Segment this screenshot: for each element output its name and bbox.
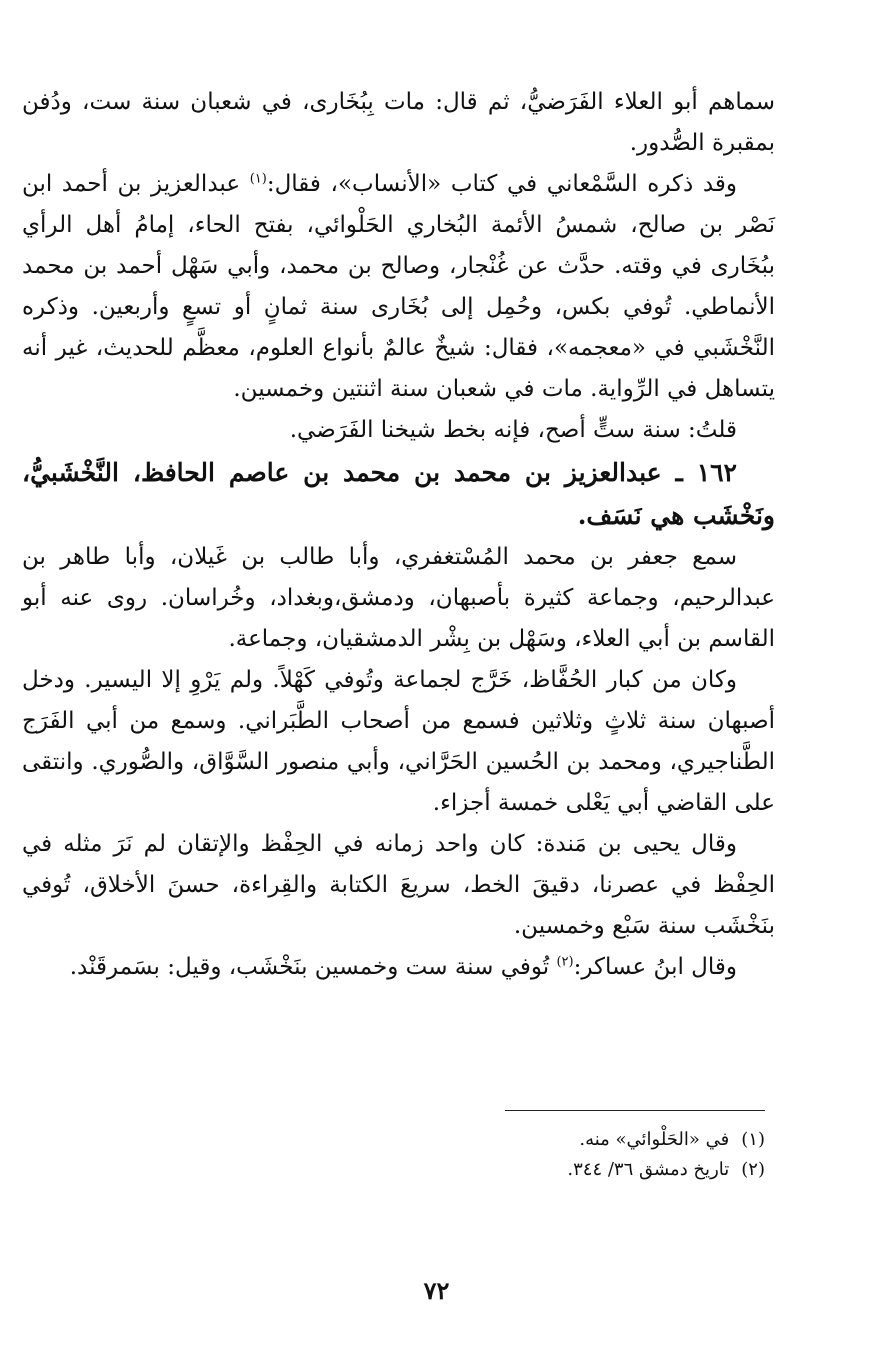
paragraph-note: قلتُ: سنة ستٍّ أصح، فإنه بخط شيخنا الفَرَضي. xyxy=(289,417,737,443)
paragraph-1: سماهم أبو العلاء الفَرَضيُّ، ثم قال: مات بِبُخَارى، في شعبان سنة ست، ودُفن بمقبرة الصُّدور. xyxy=(22,89,775,156)
footnote-number: (٢) xyxy=(741,1159,765,1180)
entry-paragraph-3: وقال يحيى بن مَندة: كان واحد زمانه في الحِفْظ والإتقان لم نَرَ مثله في الحِفْظ في عصرنا، دقيقَ الخط، سريعَ الكتابة والقِراءة، حسنَ الأخلاق، تُوفي بنَخْشَب سنة سَبْع وخمسين. xyxy=(22,831,775,939)
footnote-text: في «الحَلْوائي» منه. xyxy=(579,1129,730,1150)
footnote-text: تاريخ دمشق ٣٦/ ٣٤٤. xyxy=(567,1159,730,1180)
entry-paragraph-4-lead: وقال ابنُ عساكر: xyxy=(573,954,737,980)
footnote-1 xyxy=(110,1125,765,1155)
entry-paragraph-4-body: تُوفي سنة ست وخمسين بنَخْشَب، وقيل: بسَمرقَنْد. xyxy=(69,954,550,980)
entry-paragraph-2: وكان من كبار الحُفَّاظ، خَرَّج لجماعة وتُوفي كَهْلاً. ولم يَرْوِ إلا اليسير. ودخل أصبهان سنة ثلاثٍ وثلاثين فسمع من أصحاب الطَّبَراني. وسمع من أبي الفَرَج الطَّناجيري، ومحمد بن الحُسين الحَرَّاني، وأبي منصور السَّوَّاق، والصُّوري. وانتقى على القاضي أبي يَعْلى خمسة أجزاء. xyxy=(22,667,775,816)
page-body xyxy=(22,82,775,988)
paragraph-samani xyxy=(22,164,775,410)
footnote-number: (١) xyxy=(741,1129,765,1150)
paragraph-samani-body: عبدالعزيز بن أحمد ابن نَصْر بن صالح، شمسُ الأئمة البُخاري الحَلْوائي، بفتح الحاء، إمامُ أهل الرأي ببُخَارى في وقته. حدَّث عن غُنْجار، وصالح بن محمد، وأبي سَهْل أحمد بن محمد الأنماطي. تُوفي بكس، وحُمِل إلى بُخَارى سنة ثمانٍ أو تسعٍ وأربعين. وذكره النَّخْشَبي في «معجمه»، فقال: شيخٌ عالمٌ بأنواع العلوم، معظَّم للحديث، غير أنه يتساهل في الرِّواية. مات في شعبان سنة اثنتين وخمسين. xyxy=(22,171,775,402)
footnote-2 xyxy=(110,1155,765,1185)
footnote-divider xyxy=(505,1110,765,1111)
footnotes xyxy=(110,1110,765,1185)
entry-title: ١٦٢ ـ عبدالعزيز بن محمد بن محمد بن عاصم الحافظ، النَّخْشَبيُّ، ونَخْشَب هي نَسَف. xyxy=(22,458,775,530)
footnote-marker-2: (٢) xyxy=(556,954,574,970)
page-number: ٧٢ xyxy=(423,1276,450,1305)
footnote-marker-1: (١) xyxy=(249,171,267,187)
paragraph-samani-lead: وقد ذكره السَّمْعاني في كتاب «الأنساب»، فقال: xyxy=(266,171,738,197)
entry-paragraph-1: سمع جعفر بن محمد المُسْتغفري، وأبا طالب بن غَيلان، وأبا طاهر بن عبدالرحيم، وجماعة كثيرة بأصبهان، ودمشق،وبغداد، وخُراسان. روى عنه أبو القاسم بن أبي العلاء، وسَهْل بن بِشْر الدمشقيان، وجماعة. xyxy=(22,544,775,652)
entry-paragraph-4 xyxy=(22,947,775,988)
